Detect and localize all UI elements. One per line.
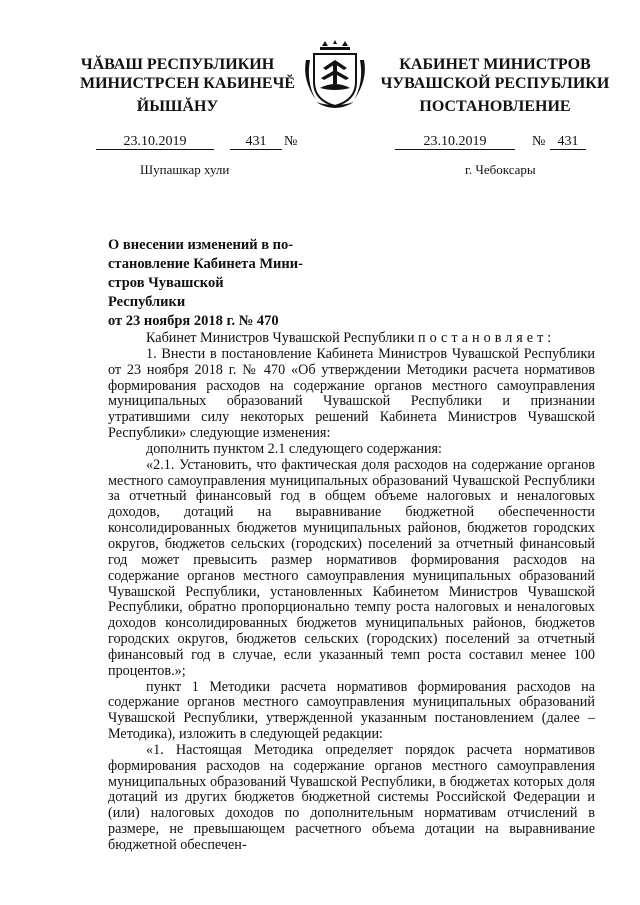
ministry-name-russian-line1: КАБИНЕТ МИНИСТРОВ <box>399 56 591 73</box>
ministry-name-russian-line2: ЧУВАШСКОЙ РЕСПУБЛИКИ <box>380 75 610 92</box>
left-date: 23.10.2019 <box>96 134 214 150</box>
left-date-number <box>96 134 316 150</box>
document-body <box>108 331 595 854</box>
intro-subject: Кабинет Министров Чувашской Республики <box>146 330 415 346</box>
right-number-sign: № <box>532 134 546 149</box>
right-date: 23.10.2019 <box>395 134 515 150</box>
left-number-sign: № <box>284 134 298 149</box>
ministry-name-russian <box>375 55 615 93</box>
city-russian: г. Чебоксары <box>465 162 536 177</box>
right-number: 431 <box>550 134 586 150</box>
left-number: 431 <box>230 134 282 150</box>
paragraph-1: 1. Внести в постановление Кабинета Министров Чувашской Республики от 23 ноября 2018 г. № 470 «Об утверждении Методики расчета нормативов формирования расходов на содержание органов местного самоуправления муниципальных образований Чувашской Республики и признании утратившими силу некоторых решений Кабинета Министров Чувашской Республики» следующие изменения: <box>108 345 595 442</box>
paragraph-2: дополнить пунктом 2.1 следующего содержания: <box>146 440 442 457</box>
title-line-3: стров Чувашской Республики <box>108 275 224 310</box>
ministry-name-chuvash-line1: ЧĂВАШ РЕСПУБЛИКИН <box>80 56 275 73</box>
doc-type-russian: ПОСТАНОВЛЕНИЕ <box>419 98 571 115</box>
title-line-1: О внесении изменений в по- <box>108 237 294 253</box>
title-line-2: становление Кабинета Мини- <box>108 256 303 272</box>
ministry-name-chuvash <box>80 55 296 93</box>
intro-verb: постановляет: <box>418 330 556 346</box>
city-chuvash: Шупашкар хули <box>140 162 230 177</box>
right-date-number <box>395 134 595 150</box>
coat-of-arms-icon <box>300 40 370 115</box>
ministry-name-chuvash-line2: МИНИСТРСЕН КАБИНЕЧĔ <box>80 75 296 92</box>
document-title <box>108 236 303 331</box>
doc-type-chuvash: ЙЫШĂНУ <box>136 98 219 115</box>
intro-paragraph <box>108 331 595 347</box>
paragraph-5: «1. Настоящая Методика определяет порядок расчета нормативов формирования расходов на содержание органов местного самоуправления муниципальных образований Чувашской Республики, в бюджетах которых доля дотаций из других бюджетов бюджетной системы Российской Федерации и (или) налоговых доходов по дополнительным нормативам отчислений в размере, не превышающем расчетного объема дотации на выравнивание бюджетной обеспечен- <box>108 741 595 853</box>
paragraph-3: «2.1. Установить, что фактическая доля расходов на содержание органов местного самоуправления муниципальных образований Чувашской Республики за отчетный финансовый год в общем объеме налоговых и неналоговых доходов, дотаций на выравнивание бюджетной обеспеченности консолидированных бюджетов муниципальных районов, бюджетов городских округов, бюджетов сельских (городских) поселений за отчетный финансовый год может превысить размер нормативов формирования расходов на содержание органов местного самоуправления муниципальных образований Чувашской Республики, установленных Кабинетом Министров Чувашской Республики, обратно пропорционально темпу роста налоговых и неналоговых доходов консолидированных бюджетов муниципальных районов, бюджетов городских округов, бюджетов сельских (городских) поселений за отчетный финансовый год в случае, если указанный темп роста составил менее 100 процентов.»; <box>108 456 595 679</box>
title-line-4: от 23 ноября 2018 г. № 470 <box>108 313 279 329</box>
paragraph-4: пункт 1 Методики расчета нормативов формирования расходов на содержание органов местного самоуправления муниципальных образований Чувашской Республики, утвержденной указанным постановлением (далее – Методика), изложить в следующей редакции: <box>108 678 595 743</box>
